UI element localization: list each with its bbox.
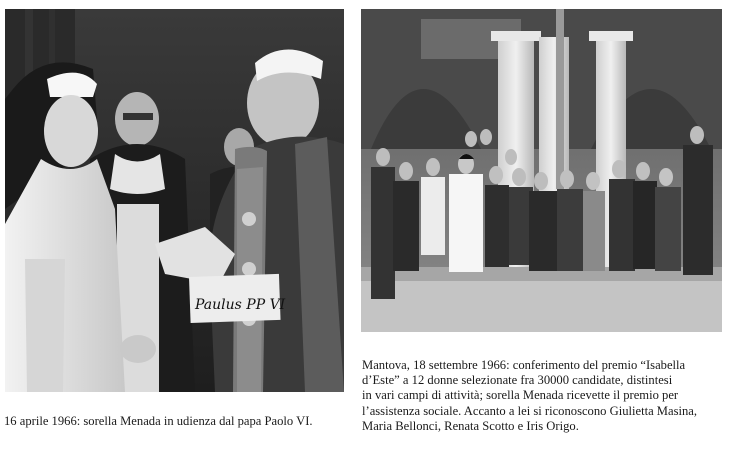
photo-papal-audience	[5, 9, 344, 392]
pope-signature: Paulus PP VI	[195, 297, 286, 313]
caption-line: in vari campi di attività; sorella Menada ricevette il premio per	[362, 388, 679, 403]
papal-audience-illustration	[5, 9, 344, 392]
caption-line: l’assistenza sociale. Accanto a lei si riconoscono Giulietta Masina,	[362, 403, 698, 418]
caption-award-ceremony	[362, 358, 726, 434]
caption-line: Maria Bellonci, Renata Scotto e Iris Origo.	[362, 418, 579, 433]
award-ceremony-illustration	[361, 9, 722, 332]
caption-papal-audience: 16 aprile 1966: sorella Menada in udienza dal papa Paolo VI.	[4, 414, 313, 428]
photo-award-ceremony	[361, 9, 722, 332]
caption-line: Mantova, 18 settembre 1966: conferimento del premio “Isabella	[362, 358, 686, 372]
caption-line: d’Este” a 12 donne selezionate fra 30000 candidate, distintesi	[362, 373, 673, 388]
